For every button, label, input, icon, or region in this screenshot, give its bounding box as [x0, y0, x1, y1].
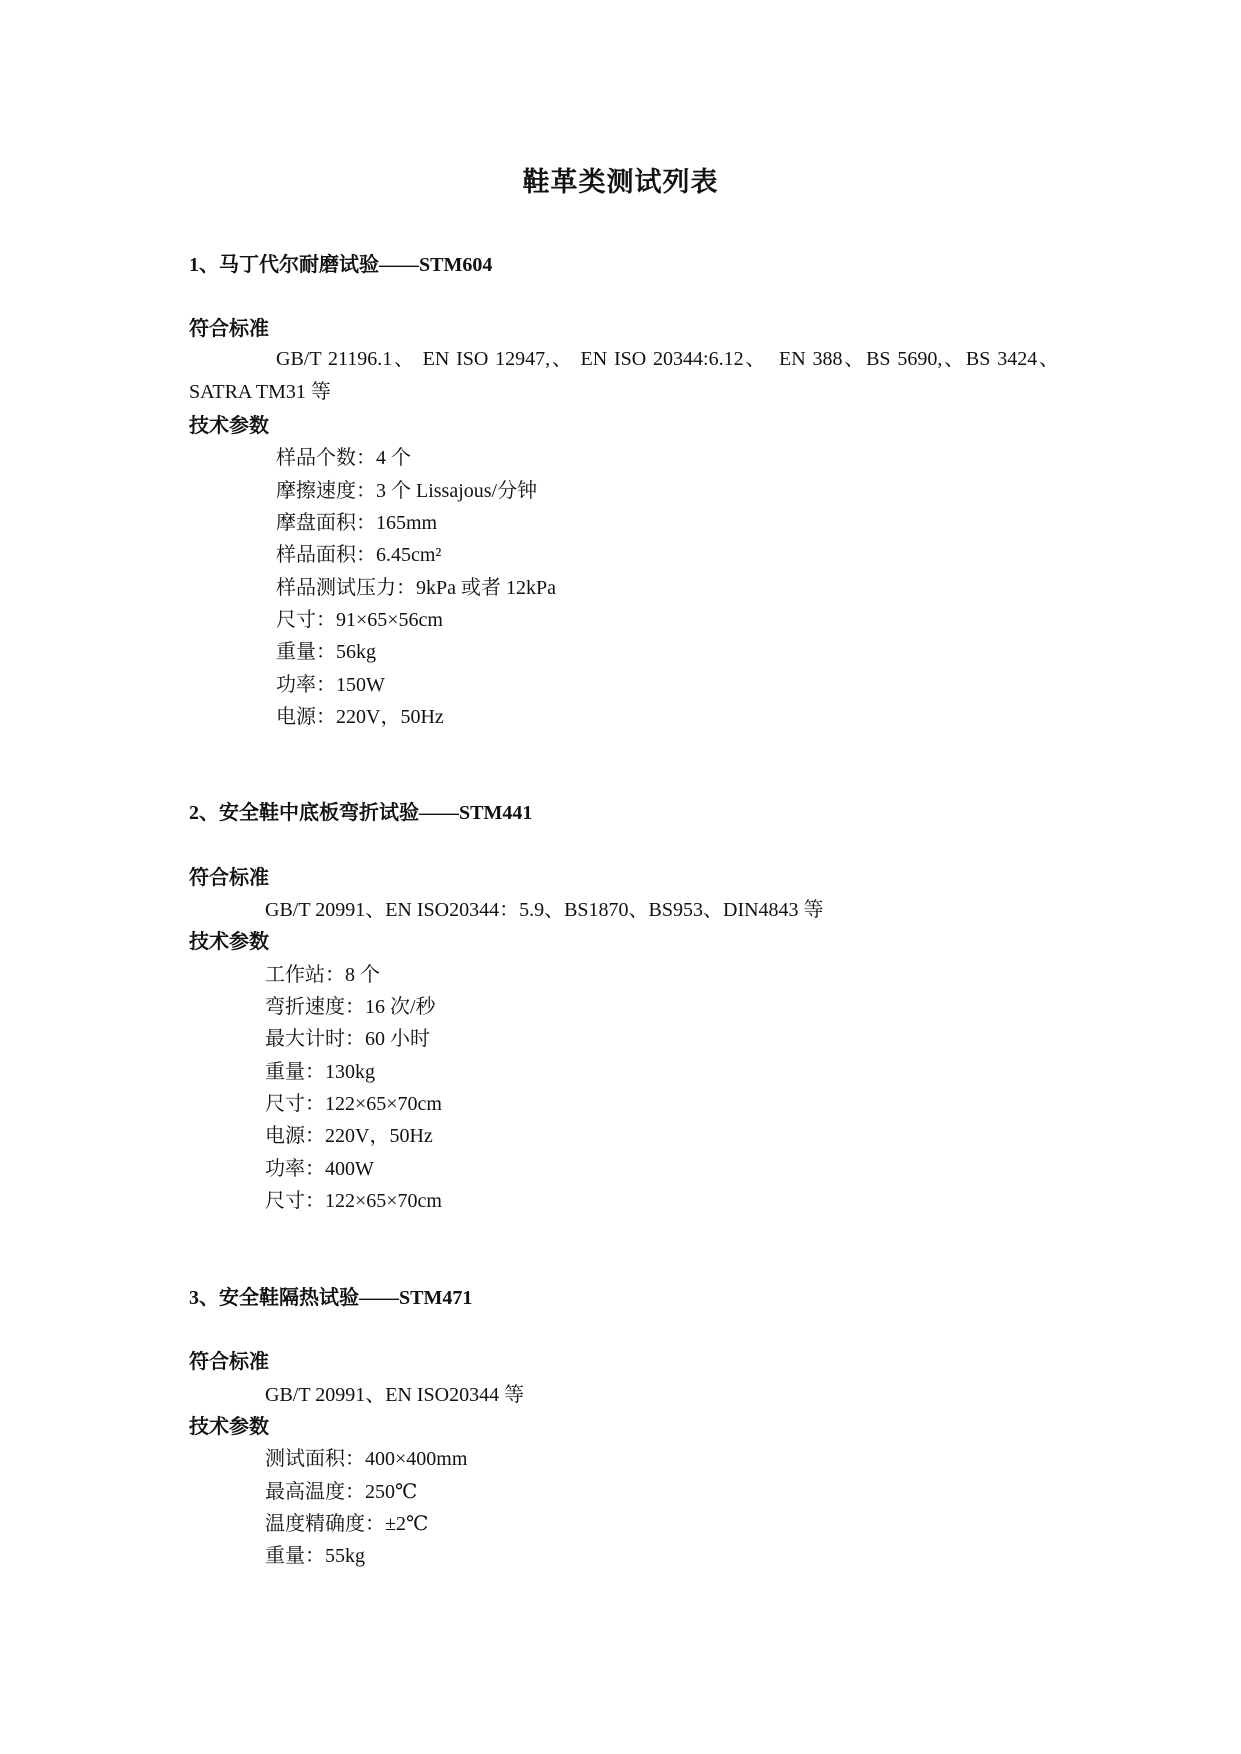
section-3-param: 温度精确度：±2℃ — [265, 1513, 429, 1535]
section-1-param: 电源：220V，50Hz — [276, 706, 444, 728]
section-3-standards: GB/T 20991、EN ISO20344 等 — [265, 1384, 525, 1406]
section-1-param: 摩擦速度：3 个 Lissajous/分钟 — [276, 480, 538, 502]
section-1-standards: GB/T 21196.1、 EN ISO 12947,、 EN ISO 20344:6.12、 EN 388、BS 5690,、BS 3424、SATRA TM31 等 — [189, 348, 1059, 403]
section-1-heading: 1、马丁代尔耐磨试验——STM604 — [189, 254, 493, 276]
section-3-heading: 3、安全鞋隔热试验——STM471 — [189, 1287, 473, 1309]
section-3-param: 测试面积：400×400mm — [265, 1448, 468, 1470]
section-1-param: 尺寸：91×65×56cm — [276, 609, 443, 631]
section-1-param: 重量：56kg — [276, 641, 376, 663]
section-1-params-label: 技术参数 — [189, 415, 269, 437]
section-2-param: 电源：220V，50Hz — [265, 1125, 433, 1147]
section-3-param: 最高温度：250℃ — [265, 1481, 418, 1503]
section-1-param: 样品个数：4 个 — [276, 447, 411, 469]
section-2-param: 重量：130kg — [265, 1061, 375, 1083]
section-2-heading: 2、安全鞋中底板弯折试验——STM441 — [189, 802, 533, 824]
section-2-standards-label: 符合标准 — [189, 867, 269, 889]
section-1-standards-label: 符合标准 — [189, 318, 269, 340]
section-3-param: 重量：55kg — [265, 1545, 365, 1567]
section-2-param: 工作站：8 个 — [265, 964, 380, 986]
section-2-param: 尺寸：122×65×70cm — [265, 1093, 442, 1115]
section-1-param: 摩盘面积：165mm — [276, 512, 438, 534]
section-2-param: 最大计时：60 小时 — [265, 1028, 430, 1050]
section-1-param: 样品面积：6.45cm² — [276, 544, 442, 566]
section-2-param: 功率：400W — [265, 1158, 374, 1180]
section-2-param: 弯折速度：16 次/秒 — [265, 996, 436, 1018]
section-1-param: 功率：150W — [276, 674, 385, 696]
section-1-param: 样品测试压力：9kPa 或者 12kPa — [276, 577, 556, 599]
document-title: 鞋革类测试列表 — [522, 167, 719, 197]
section-3-standards-label: 符合标准 — [189, 1351, 269, 1373]
section-2-standards: GB/T 20991、EN ISO20344：5.9、BS1870、BS953、DIN4843 等 — [265, 899, 824, 921]
section-2-param: 尺寸：122×65×70cm — [265, 1190, 442, 1212]
section-2-params-label: 技术参数 — [189, 931, 269, 953]
section-3-params-label: 技术参数 — [189, 1416, 269, 1438]
